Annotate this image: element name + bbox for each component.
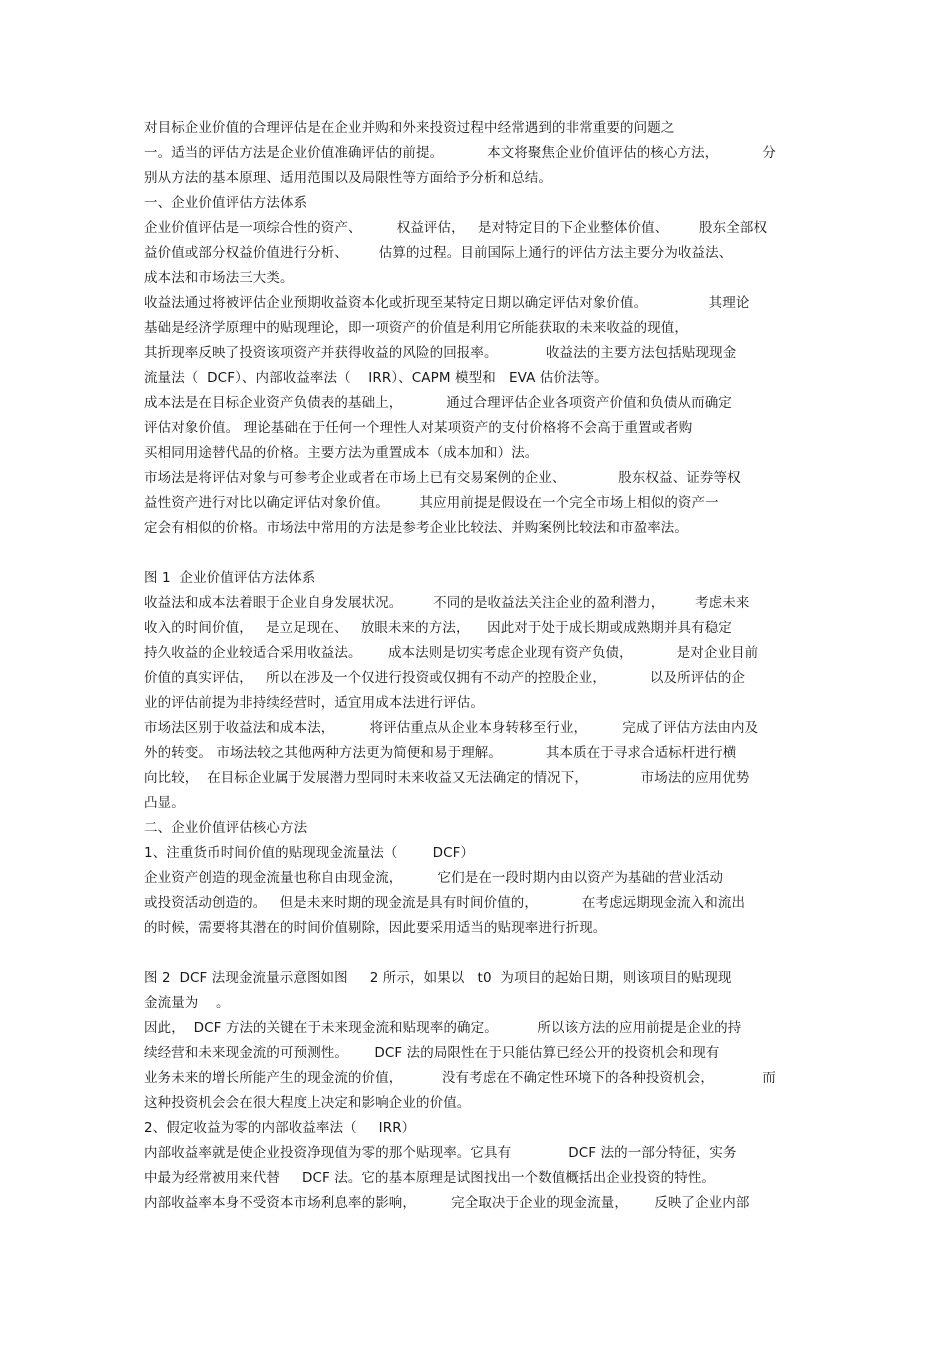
body-text-line: 评估对象价值。 理论基础在于任何一个理性人对某项资产的支付价格将不会高于重置或者购 <box>144 420 693 436</box>
body-text-line: 价值的真实评估， 所以在涉及一个仅进行投资或仅拥有不动产的控股企业， 以及所评估的企 <box>144 670 746 686</box>
section-heading: 一、企业价值评估方法体系 <box>144 195 308 211</box>
body-text-line: 市场法是将评估对象与可参考企业或者在市场上已有交易案例的企业、 股东权益、证券等权 <box>144 470 741 486</box>
body-text-line: 内部收益率本身不受资本市场利息率的影响， 完全取决于企业的现金流量， 反映了企业内部 <box>144 1195 750 1211</box>
figure-caption: 图 2 DCF 法现金流量示意图如图 2 所示，如果以 t0 为项目的起始日期，则该项目的贴现现 <box>144 970 732 986</box>
body-text-line: 益性资产进行对比以确定评估对象价值。 其应用前提是假设在一个完全市场上相似的资产一 <box>144 495 719 511</box>
body-text-line: 定会有相似的价格。市场法中常用的方法是参考企业比较法、并购案例比较法和市盈率法。 <box>144 520 688 536</box>
body-text-line: 凸显。 <box>144 795 185 811</box>
body-text-line: 买相同用途替代品的价格。主要方法为重置成本（成本加和）法。 <box>144 445 539 461</box>
body-text-line: 收益法和成本法着眼于企业自身发展状况。 不同的是收益法关注企业的盈利潜力， 考虑未来 <box>144 595 750 611</box>
body-text-line: 其折现率反映了投资该项资产并获得收益的风险的回报率。 收益法的主要方法包括贴现现金 <box>144 345 737 361</box>
body-text-line: 对目标企业价值的合理评估是在企业并购和外来投资过程中经常遇到的非常重要的问题之 <box>144 120 675 136</box>
body-text-line: 市场法区别于收益法和成本法， 将评估重点从企业本身转移至行业， 完成了评估方法由内及 <box>144 720 759 736</box>
body-text-line: 别从方法的基本原理、适用范围以及局限性等方面给予分析和总结。 <box>144 170 552 186</box>
subsection-heading: 1、注重货币时间价值的贴现现金流量法（ DCF） <box>144 845 475 861</box>
body-text-line: 益价值或部分权益价值进行分析、 估算的过程。目前国际上通行的评估方法主要分为收益法、 <box>144 245 733 261</box>
body-text-line: 金流量为 。 <box>144 995 230 1011</box>
section-heading: 二、企业价值评估核心方法 <box>144 820 308 836</box>
body-text-line: 向比较， 在目标企业属于发展潜力型同时未来收益又无法确定的情况下， 市场法的应用优势 <box>144 770 750 786</box>
body-text-line: 的时候，需要将其潜在的时间价值剔除，因此要采用适当的贴现率进行折现。 <box>144 920 607 936</box>
body-text-line: 内部收益率就是使企业投资净现值为零的那个贴现率。它具有 DCF 法的一部分特征，实务 <box>144 1145 737 1161</box>
body-text-line: 持久收益的企业较适合采用收益法。 成本法则是切实考虑企业现有资产负债， 是对企业目前 <box>144 645 759 661</box>
body-text-line: 基础是经济学原理中的贴现理论，即一项资产的价值是利用它所能获取的未来收益的现值， <box>144 320 688 336</box>
body-text-line: 业务未来的增长所能产生的现金流的价值， 没有考虑在不确定性环境下的各种投资机会， 而 <box>144 1070 776 1086</box>
body-text-line: 流量法（ DCF）、内部收益率法（ IRR）、CAPM 模型和 EVA 估价法等。 <box>144 370 608 386</box>
body-text-line: 中最为经常被用来代替 DCF 法。它的基本原理是试图找出一个数值概括出企业投资的特性。 <box>144 1170 716 1186</box>
body-text-line: 收益法通过将被评估企业预期收益资本化或折现至某特定日期以确定评估对象价值。 其理论 <box>144 295 750 311</box>
body-text-line: 一。适当的评估方法是企业价值准确评估的前提。 本文将聚焦企业价值评估的核心方法， 分 <box>144 145 776 161</box>
body-text-line: 企业资产创造的现金流量也称自由现金流， 它们是在一段时期内由以资产为基础的营业活动 <box>144 870 724 886</box>
body-text-line: 企业价值评估是一项综合性的资产、 权益评估， 是对特定目的下企业整体价值、 股东全部权 <box>144 220 768 236</box>
body-text-line: 业的评估前提为非持续经营时，适宜用成本法进行评估。 <box>144 695 484 711</box>
figure-caption: 图 1 企业价值评估方法体系 <box>144 570 316 586</box>
body-text-line: 这种投资机会会在很大程度上决定和影响企业的价值。 <box>144 1095 471 1111</box>
body-text-line: 续经营和未来现金流的可预测性。 DCF 法的局限性在于只能估算已经公开的投资机会和现有 <box>144 1045 720 1061</box>
body-text-line: 成本法和市场法三大类。 <box>144 270 294 286</box>
body-text-line: 成本法是在目标企业资产负债表的基础上， 通过合理评估企业各项资产价值和负债从而确定 <box>144 395 732 411</box>
subsection-heading: 2、假定收益为零的内部收益率法（ IRR） <box>144 1120 416 1136</box>
body-text-line: 或投资活动创造的。 但是未来时期的现金流是具有时间价值的， 在考虑远期现金流入和流出 <box>144 895 746 911</box>
body-text-line: 收入的时间价值， 是立足现在、 放眼未来的方法， 因此对于处于成长期或成熟期并具有稳定 <box>144 620 732 636</box>
body-text-line: 外的转变。 市场法较之其他两种方法更为简便和易于理解。 其本质在于寻求合适标杆进行横 <box>144 745 737 761</box>
body-text-line: 因此， DCF 方法的关键在于未来现金流和贴现率的确定。 所以该方法的应用前提是企业的持 <box>144 1020 742 1036</box>
